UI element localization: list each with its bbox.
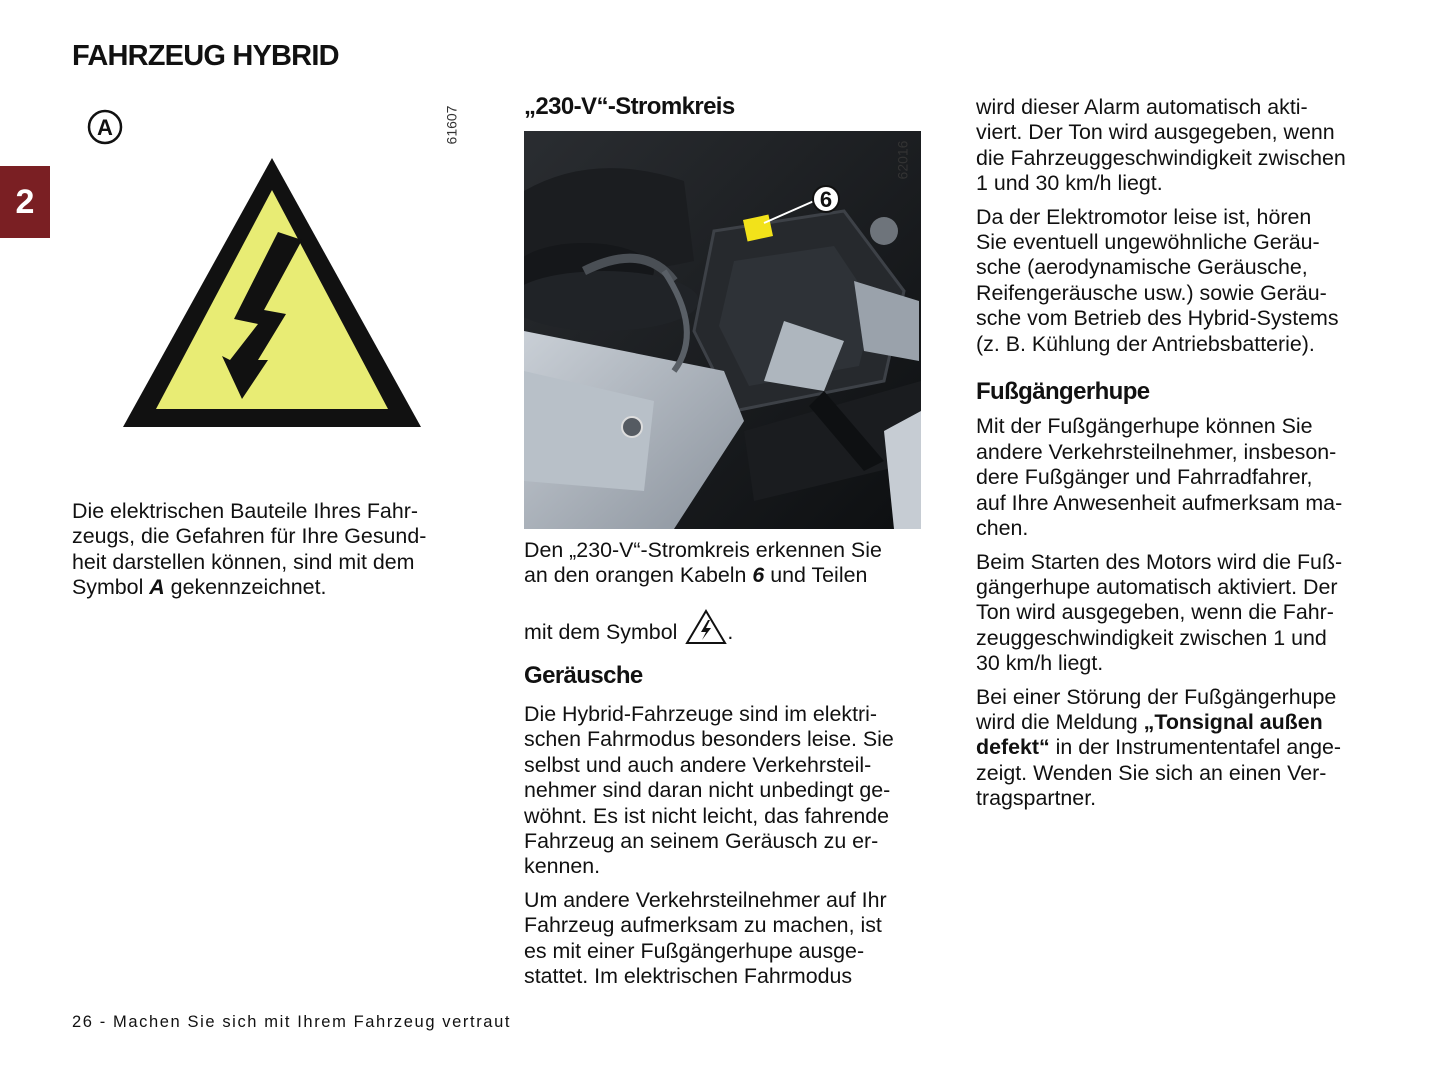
heading-noise: Geräusche bbox=[524, 662, 643, 689]
circuit-line-2: an den orangen Kabeln 6 und Teilen bbox=[524, 563, 868, 588]
intro-line-3: heit darstellen können, sind mit dem bbox=[72, 549, 415, 574]
intro-line-1: Die elektrischen Bauteile Ihres Fahr- bbox=[72, 499, 418, 523]
noise-paragraph-1: Die Hybrid-Fahrzeuge sind im elektri- schen Fahrmodus besonders leise. Sie selbst und auch andere Verkehrsteil- nehmer sind daran nicht unbedingt ge- wöhnt. Es ist nicht leicht, das fahrende Fahrzeug an seinem Geräusch zu er- kennen. bbox=[524, 702, 894, 879]
high-voltage-warning-icon bbox=[118, 154, 426, 432]
column-2-noise-text bbox=[524, 702, 934, 997]
column-2-circuit-text bbox=[524, 538, 934, 651]
heading-horn: Fußgängerhupe bbox=[976, 378, 1150, 406]
column-1 bbox=[72, 499, 472, 601]
figure-a-label-icon bbox=[86, 108, 124, 146]
symbol-reference: A bbox=[149, 575, 165, 600]
engine-bay-photo bbox=[524, 131, 921, 529]
circuit-line-1: Den „230-V“-Stromkreis erkennen Sie bbox=[524, 538, 882, 562]
cable-reference: 6 bbox=[752, 563, 765, 588]
horn-paragraph-2: Beim Starten des Motors wird die Fuß- gängerhupe automatisch aktiviert. Der Ton wird ausgegeben, wenn die Fahr- zeuggeschwindigkeit zwischen 1 und 30 km/h liegt. bbox=[976, 549, 1343, 676]
message-text: „Tonsignal außen bbox=[1143, 709, 1323, 734]
intro-line-4: Symbol A gekennzeichnet. bbox=[72, 575, 327, 600]
figure-a-label: A bbox=[97, 115, 113, 140]
horn-paragraph-3: Bei einer Störung der Fußgängerhupe wird die Meldung „Tonsignal außen defekt“ in der Instrumententafel ange- zeigt. Wenden Sie sich an einen Ver- tragspartner. bbox=[976, 684, 1342, 811]
page-footer: 26 - Machen Sie sich mit Ihrem Fahrzeug vertraut bbox=[72, 1013, 512, 1031]
chapter-tab: 2 bbox=[0, 166, 50, 238]
alarm-paragraph: wird dieser Alarm automatisch akti- viert. Der Ton wird ausgegeben, wenn die Fahrzeuggeschwindigkeit zwischen 1 und 30 km/h liegt. bbox=[976, 95, 1346, 196]
heading-circuit: „230-V“-Stromkreis bbox=[524, 93, 735, 120]
horn-paragraph-1: Mit der Fußgängerhupe können Sie andere Verkehrsteilnehmer, insbeson- dere Fußgänger und Fahrradfahrer, auf Ihre Anwesenheit aufmerksam ma- chen. bbox=[976, 414, 1343, 541]
page-title: FAHRZEUG HYBRID bbox=[72, 40, 339, 72]
figure-a-code: 61607 bbox=[443, 105, 460, 145]
column-3 bbox=[976, 95, 1396, 820]
circuit-line-3: mit dem Symbol . bbox=[524, 609, 934, 651]
intro-line-2: zeugs, die Gefahren für Ihre Gesund- bbox=[72, 524, 427, 549]
high-voltage-symbol-icon bbox=[685, 609, 727, 651]
photo-callout-6: 6 bbox=[819, 187, 833, 212]
noise-paragraph-2: Um andere Verkehrsteilnehmer auf Ihr Fahrzeug aufmerksam zu machen, ist es mit einer Fußgängerhupe ausge- stattet. Im elektrischen Fahrmodus bbox=[524, 887, 887, 989]
figure-photo-code: 62016 bbox=[894, 140, 911, 180]
electric-motor-paragraph: Da der Elektromotor leise ist, hören Sie eventuell ungewöhnliche Geräu- sche (aerodynamische Geräusche, Reifengeräusche usw.) sowie Geräu- sche vom Betrieb des Hybrid-Systems (z. B. Kühlung der Antriebsbatterie). bbox=[976, 204, 1339, 356]
